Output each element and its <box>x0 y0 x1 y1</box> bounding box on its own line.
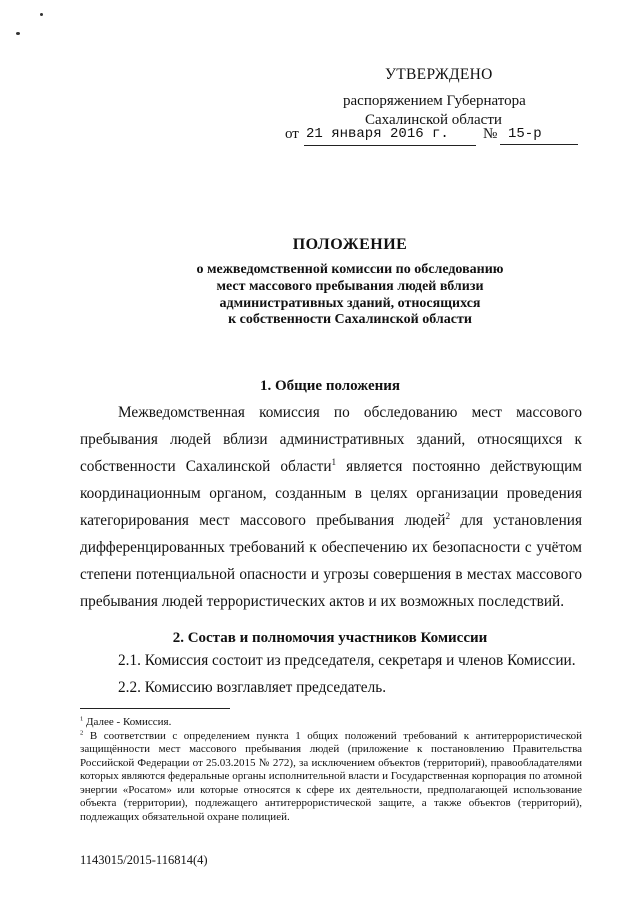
paragraph-body <box>80 399 582 615</box>
section-1-heading: 1. Общие положения <box>259 378 401 394</box>
footnote-2 <box>80 730 582 825</box>
paragraph-text-a: Межведомственная комиссия по обследованию мест массового пребывания людей вблизи административных зданий, относящихся к собственности Сахалинской области <box>80 404 582 475</box>
approval-number-field: 15-р <box>500 126 578 145</box>
paragraph-text-c: для установления дифференцированных требований к обеспечению их безопасности с учётом степени потенциальной опасности и угрозы совершения в местах массового пребывания людей террористических актов и их возможных последствий. <box>80 512 582 610</box>
approval-from-label: от <box>285 126 299 142</box>
approval-authority: распоряжением Губернатора <box>343 93 526 109</box>
clause-2-2: 2.2. Комиссию возглавляет председатель. <box>118 679 387 696</box>
footnotes <box>80 716 582 824</box>
section-1-paragraph <box>80 399 582 615</box>
scan-speck <box>16 32 20 35</box>
document-title: ПОЛОЖЕНИЕ <box>292 236 408 253</box>
subtitle-line: к собственности Сахалинской области <box>228 312 472 328</box>
footnote-1 <box>80 716 582 730</box>
document-subtitle <box>0 262 640 329</box>
approval-region: Сахалинской области <box>365 112 502 128</box>
approval-number-label: № <box>483 126 498 142</box>
footnote-number: 2 <box>80 728 84 736</box>
section-2-heading: 2. Состав и полномочия участников Комиссии <box>172 630 488 646</box>
subtitle-line: о межведомственной комиссии по обследованию <box>196 262 504 277</box>
clause-2-1: 2.1. Комиссия состоит из председателя, секретаря и членов Комиссии. <box>118 652 576 669</box>
document-id: 1143015/2015-116814(4) <box>80 853 208 867</box>
footnote-ref-2: 2 <box>445 510 451 521</box>
footnote-separator <box>80 708 230 709</box>
scan-speck <box>40 13 43 16</box>
paragraph-text-b: является постоянно действующим координационным органом, созданным в целях организации проведения категорирования мест массового пребывания людей <box>80 458 582 529</box>
footnote-number: 1 <box>80 715 84 723</box>
footnote-text: Далее - Комиссия. <box>83 716 172 728</box>
approval-date-field: 21 января 2016 г. <box>304 126 476 146</box>
subtitle-line: мест массового пребывания людей вблизи <box>216 278 484 294</box>
footnote-text: В соответствии с определением пункта 1 общих положений требований к антитеррористической защищённости мест массового пребывания людей (приложение к постановлению Правительства Российской Федерации от 25.03.2015 № 272), за исключением объектов (территорий), правообладателями которых являются федеральные органы исполнительной власти и Государственная корпорация по атомной энергии «Росатом» или которые относятся к сфере их деятельности, предполагающей использование объекта (территории), подлежащего антитеррористической защите, а также объектов (территорий), подлежащих обязательной охране полицией. <box>80 729 582 823</box>
approval-title: УТВЕРЖДЕНО <box>385 66 493 83</box>
subtitle-line: административных зданий, относящихся <box>219 295 481 311</box>
footnote-ref-1: 1 <box>331 456 337 467</box>
